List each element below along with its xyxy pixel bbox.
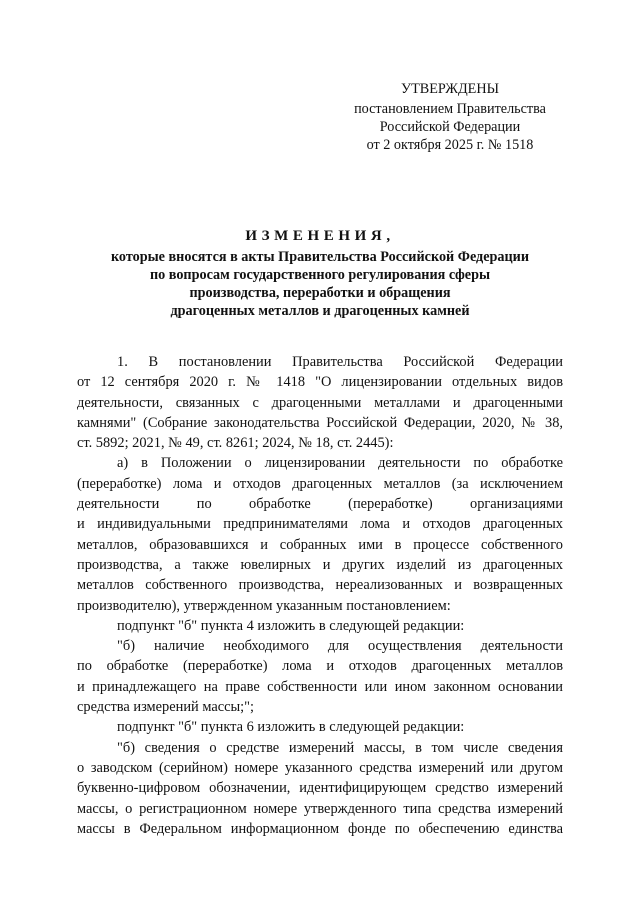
paragraph-a-line: а) в Положении о лицензировании деятельности по обработке: [117, 455, 563, 472]
paragraph-1-line: деятельности, связанных с драгоценными металлами и драгоценными: [77, 394, 563, 411]
approval-line: постановлением Правительства: [354, 101, 546, 117]
subpoint-6-text-line: буквенно-цифровом обозначении, идентифицирующем средство измерений: [77, 780, 563, 797]
paragraph-a-line: металлов, образовавшихся и собранных ими в процессе собственного: [77, 536, 563, 553]
subpoint-4-text-line: средства измерений массы;";: [77, 699, 255, 716]
paragraph-a-line: производства, а также ювелирных и других изделий из драгоценных: [77, 556, 563, 573]
document-title: ИЗМЕНЕНИЯ,: [245, 228, 395, 244]
paragraph-a-line: и индивидуальными предпринимателями лома и отходов драгоценных: [77, 516, 563, 533]
subpoint-6-text-line: "б) сведения о средстве измерений массы, в том числе сведения: [117, 739, 563, 756]
paragraph-1-line: 1. В постановлении Правительства Российской Федерации: [117, 354, 563, 370]
subtitle-line: которые вносятся в акты Правительства Российской Федерации: [110, 249, 530, 265]
approval-heading: УТВЕРЖДЕНЫ: [401, 81, 499, 97]
subtitle-line: по вопросам государственного регулирования сферы: [149, 267, 491, 283]
paragraph-1-line: камнями" (Собрание законодательства Российской Федерации, 2020, № 38,: [77, 414, 563, 431]
subpoint-4-text-line: по обработке (переработке) лома и отходов драгоценных металлов: [77, 658, 563, 675]
subpoint-6-text-line: массы в Федеральном информационном фонде по обеспечению единства: [77, 820, 563, 837]
subpoint-4-text-line: и принадлежащего на праве собственности или ином законном основании: [77, 678, 563, 695]
subpoint-6-text-line: массы, о регистрационном номере утвержденного типа средства измерений: [77, 800, 563, 817]
paragraph-1-line: ст. 5892; 2021, № 49, ст. 8261; 2024, № 18, ст. 2445):: [77, 435, 394, 452]
paragraph-a-line: производителю), утвержденном указанным постановлением:: [77, 597, 451, 614]
paragraph-1-line: от 12 сентября 2020 г. № 1418 "О лицензировании отдельных видов: [77, 374, 563, 391]
subtitle-line: драгоценных металлов и драгоценных камней: [170, 303, 470, 319]
document-body: [77, 352, 563, 839]
subpoint-6-text-line: о заводском (серийном) номере указанного средства измерений или другом: [77, 759, 563, 776]
approval-date-line: от 2 октября 2025 г. № 1518: [366, 137, 534, 153]
subpoint-4-intro: подпункт "б" пункта 4 изложить в следующей редакции:: [117, 617, 465, 634]
paragraph-a-line: деятельности по обработке (переработке) организациями: [77, 496, 563, 513]
subpoint-6-intro: подпункт "б" пункта 6 изложить в следующей редакции:: [117, 719, 465, 736]
document-subtitle: [0, 248, 640, 320]
subpoint-4-text-line: "б) наличие необходимого для осуществления деятельности: [117, 638, 563, 655]
subtitle-line: производства, переработки и обращения: [189, 285, 451, 301]
paragraph-a-line: металлов собственного производства, нереализованных и возвращенных: [77, 577, 563, 594]
approval-line: Российской Федерации: [379, 119, 521, 135]
paragraph-a-line: (переработке) лома и отходов драгоценных металлов (за исключением: [77, 475, 563, 492]
approval-stamp: [330, 80, 570, 154]
